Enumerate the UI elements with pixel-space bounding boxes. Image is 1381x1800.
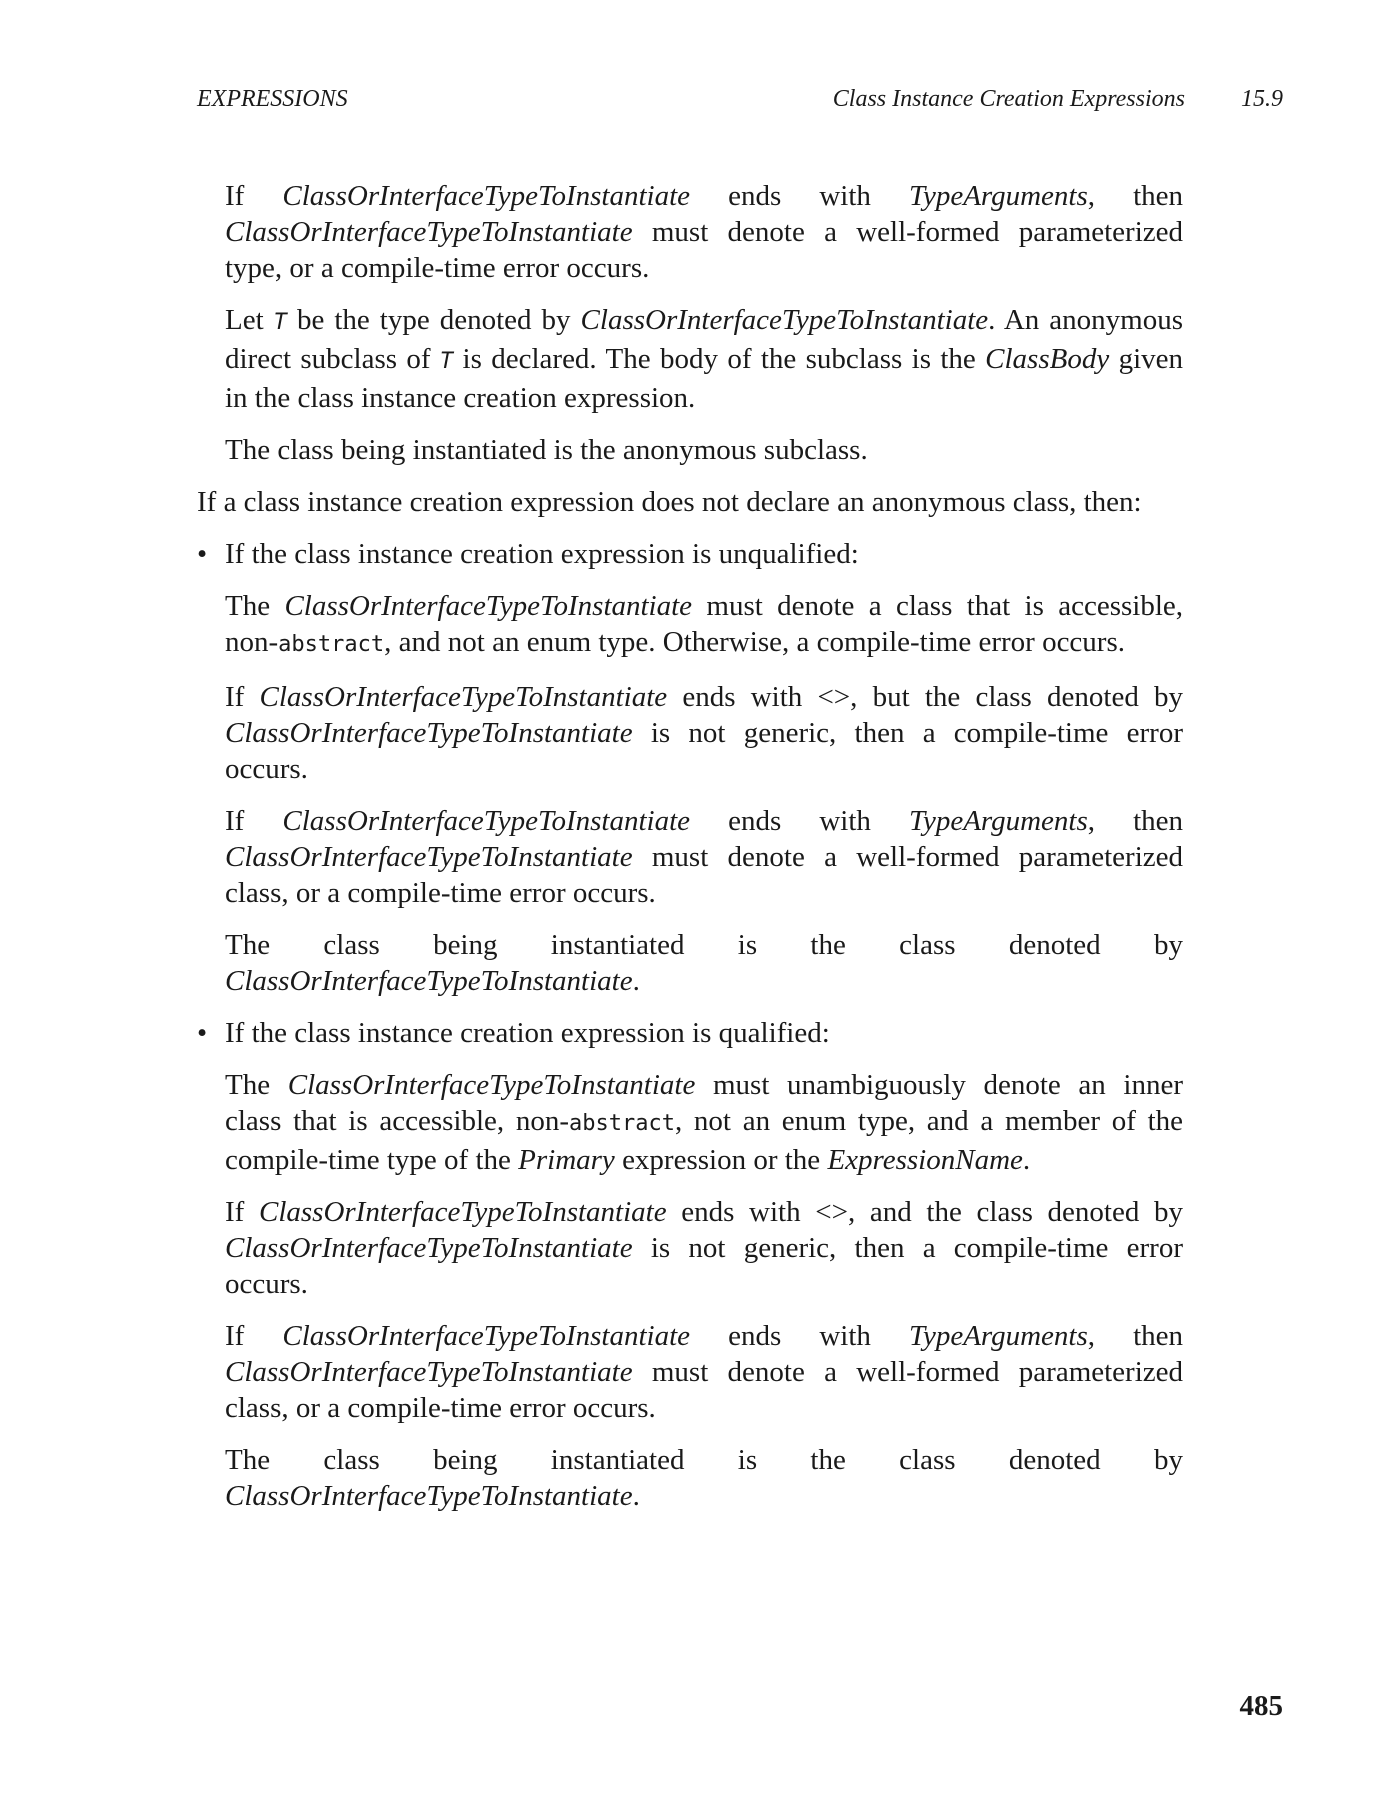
bullet-unqualified: • If the class instance creation expression is unqualified: bbox=[197, 538, 859, 570]
body-text bbox=[197, 178, 1183, 1530]
running-header bbox=[197, 86, 1283, 122]
bullet-qualified: • If the class instance creation expression is qualified: bbox=[197, 1017, 830, 1049]
page-number: 485 bbox=[1239, 1690, 1283, 1722]
paragraph-type-arguments-anon: If ClassOrInterfaceTypeToInstantiate ends with TypeArguments, then ClassOrInterfaceTypeToInstantiate must denote a well-formed parameterized type, or a compile-time error occurs. bbox=[225, 180, 1184, 284]
bullet-dot: • bbox=[197, 538, 208, 570]
bullet-dot: • bbox=[197, 1017, 208, 1049]
paragraph-qualified-type-arguments: If ClassOrInterfaceTypeToInstantiate ends with TypeArguments, then ClassOrInterfaceTypeToInstantiate must denote a well-formed parameterized class, or a compile-time error occurs. bbox=[225, 1320, 1184, 1424]
paragraph-anon-instantiated: The class being instantiated is the anonymous subclass. bbox=[225, 434, 868, 466]
paragraph-qualified-being-instantiated: The class being instantiated is the class denoted by ClassOrInterfaceTypeToInstantiate. bbox=[225, 1444, 1183, 1512]
paragraph-qualified-diamond: If ClassOrInterfaceTypeToInstantiate ends with <>, and the class denoted by ClassOrInterfaceTypeToInstantiate is not generic, then a compile-time error occurs. bbox=[225, 1196, 1183, 1300]
section-title: Class Instance Creation Expressions bbox=[832, 86, 1185, 112]
paragraph-anonymous-subclass: Let T be the type denoted by ClassOrInterfaceTypeToInstantiate. An anonymous direct subclass of T is declared. The body of the subclass is the ClassBody given in the class instance creation expression. bbox=[225, 304, 1183, 414]
paragraph-unqualified-diamond: If ClassOrInterfaceTypeToInstantiate ends with <>, but the class denoted by ClassOrInterfaceTypeToInstantiate is not generic, then a compile-time error occurs. bbox=[225, 681, 1184, 785]
paragraph-no-anonymous: If a class instance creation expression does not declare an anonymous class, then: bbox=[197, 486, 1142, 518]
paragraph-unqualified-being-instantiated: The class being instantiated is the class denoted by ClassOrInterfaceTypeToInstantiate. bbox=[225, 929, 1183, 997]
paragraph-qualified-inner: The ClassOrInterfaceTypeToInstantiate must unambiguously denote an inner class that is accessible, non-abstract, not an enum type, and a member of the compile-time type of the Primary expression or the ExpressionName. bbox=[225, 1069, 1184, 1176]
paragraph-unqualified-type-arguments: If ClassOrInterfaceTypeToInstantiate ends with TypeArguments, then ClassOrInterfaceTypeToInstantiate must denote a well-formed parameterized class, or a compile-time error occurs. bbox=[225, 805, 1184, 909]
section-number: 15.9 bbox=[1241, 86, 1283, 112]
chapter-title: EXPRESSIONS bbox=[197, 86, 348, 112]
paragraph-unqualified-accessible: The ClassOrInterfaceTypeToInstantiate must denote a class that is accessible, non-abstract, and not an enum type. Otherwise, a compile-time error occurs. bbox=[225, 590, 1183, 658]
